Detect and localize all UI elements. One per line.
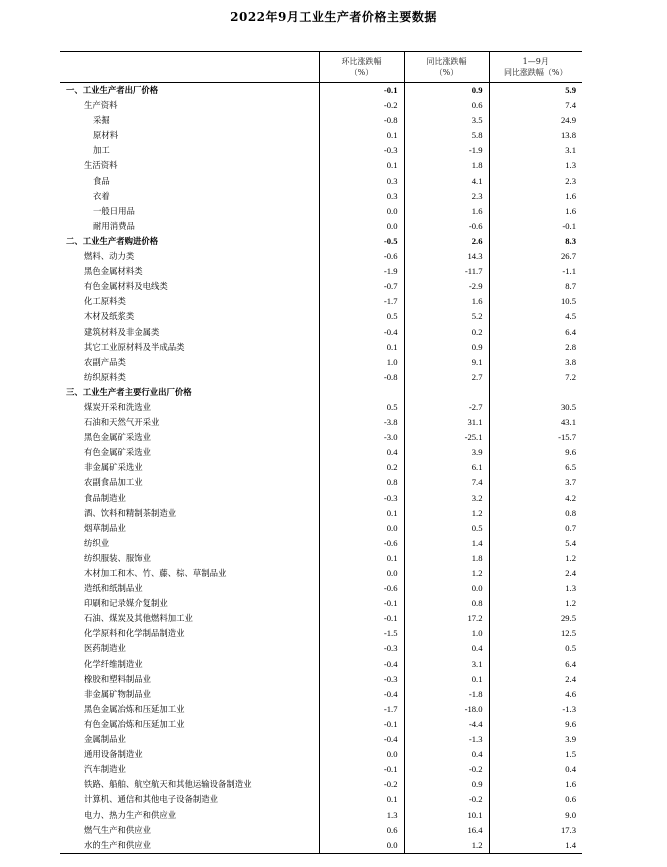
yoy-value: 1.6 <box>404 204 489 219</box>
mom-value: 0.5 <box>319 400 404 415</box>
ytd-value: 0.7 <box>489 521 582 536</box>
row-label: 石油和天然气开采业 <box>84 417 160 428</box>
table-row <box>60 762 582 777</box>
mom-value: -1.7 <box>319 294 404 309</box>
ytd-value: 4.6 <box>489 687 582 702</box>
mom-value: 0.3 <box>319 189 404 204</box>
yoy-value: 0.6 <box>404 98 489 113</box>
table-row <box>60 747 582 762</box>
mom-value: -0.5 <box>319 234 404 249</box>
row-label: 黑色金属矿采选业 <box>84 432 151 443</box>
yoy-value: 0.4 <box>404 641 489 656</box>
row-label: 燃料、动力类 <box>84 251 135 262</box>
yoy-value: 0.1 <box>404 672 489 687</box>
ytd-value: 1.3 <box>489 581 582 596</box>
row-label: 农副产品类 <box>84 356 126 367</box>
yoy-value: 5.2 <box>404 309 489 324</box>
yoy-value: 3.1 <box>404 657 489 672</box>
header-text-line: 同比涨跌幅 <box>426 57 467 66</box>
ytd-value: -0.1 <box>489 219 582 234</box>
row-label: 生活资料 <box>84 160 118 171</box>
yoy-value: 2.6 <box>404 234 489 249</box>
mom-value: -0.4 <box>319 687 404 702</box>
table-row <box>60 325 582 340</box>
ytd-value: 1.3 <box>489 158 582 173</box>
row-label: 电力、热力生产和供应业 <box>84 809 177 820</box>
table-row <box>60 536 582 551</box>
ytd-value: 2.3 <box>489 174 582 189</box>
mom-value: -0.2 <box>319 98 404 113</box>
ytd-value: 0.6 <box>489 792 582 807</box>
row-label: 铁路、船舶、航空航天和其他运输设备制造业 <box>84 779 252 790</box>
row-label: 其它工业原材料及半成品类 <box>84 341 185 352</box>
table-header <box>60 52 582 83</box>
ytd-value: 2.4 <box>489 672 582 687</box>
ytd-value: 12.5 <box>489 626 582 641</box>
ytd-value: 1.6 <box>489 204 582 219</box>
yoy-value: 16.4 <box>404 823 489 838</box>
yoy-value: 3.5 <box>404 113 489 128</box>
mom-value: 0.0 <box>319 747 404 762</box>
mom-value: -0.3 <box>319 143 404 158</box>
row-label: 纺织服装、服饰业 <box>84 552 151 563</box>
table-row <box>60 460 582 475</box>
yoy-value: 0.9 <box>404 777 489 792</box>
mom-value: -0.6 <box>319 536 404 551</box>
mom-value: 0.0 <box>319 521 404 536</box>
row-label: 木材及纸浆类 <box>84 311 135 322</box>
header-text-line: 环比涨跌幅 <box>341 57 382 66</box>
mom-value: 0.1 <box>319 128 404 143</box>
table-row <box>60 264 582 279</box>
row-label: 金属制品业 <box>84 734 126 745</box>
row-label: 化工原料类 <box>84 296 126 307</box>
ytd-value: 8.3 <box>489 234 582 249</box>
mom-value: -0.7 <box>319 279 404 294</box>
mom-value: 0.0 <box>319 838 404 854</box>
ytd-value: 13.8 <box>489 128 582 143</box>
table-row <box>60 596 582 611</box>
row-label: 黑色金属材料类 <box>84 266 143 277</box>
yoy-value: 3.2 <box>404 491 489 506</box>
ytd-value: -1.3 <box>489 702 582 717</box>
yoy-value: 0.9 <box>404 83 489 99</box>
ytd-value: 4.2 <box>489 491 582 506</box>
table-row <box>60 294 582 309</box>
mom-value: -0.8 <box>319 113 404 128</box>
mom-value: -0.1 <box>319 762 404 777</box>
table-row <box>60 400 582 415</box>
header-yoy-column <box>404 52 489 83</box>
mom-value: 0.1 <box>319 792 404 807</box>
table-row <box>60 430 582 445</box>
ytd-value: 9.6 <box>489 717 582 732</box>
mom-value: 0.1 <box>319 551 404 566</box>
mom-value: -1.5 <box>319 626 404 641</box>
ytd-value: 17.3 <box>489 823 582 838</box>
row-label: 三、工业生产者主要行业出厂价格 <box>66 386 192 397</box>
yoy-value: 1.0 <box>404 626 489 641</box>
table-row <box>60 566 582 581</box>
table-row <box>60 581 582 596</box>
row-label: 有色金属矿采选业 <box>84 447 151 458</box>
row-label: 烟草制品业 <box>84 522 126 533</box>
table-row <box>60 219 582 234</box>
mom-value: -0.3 <box>319 491 404 506</box>
header-text-line: （%） <box>349 68 374 77</box>
ytd-value: 0.5 <box>489 641 582 656</box>
yoy-value: 1.8 <box>404 551 489 566</box>
ytd-value: 26.7 <box>489 249 582 264</box>
row-label: 医药制造业 <box>84 643 126 654</box>
table-row <box>60 174 582 189</box>
ytd-value: 7.2 <box>489 370 582 385</box>
page-title: 2022年9月工业生产者价格主要数据 <box>230 10 437 24</box>
row-label: 采掘 <box>93 115 110 126</box>
row-label: 印刷和记录媒介复制业 <box>84 598 168 609</box>
ytd-value: 1.5 <box>489 747 582 762</box>
row-label: 一般日用品 <box>93 205 135 216</box>
table-row <box>60 491 582 506</box>
ytd-value: 0.8 <box>489 506 582 521</box>
yoy-value: -4.4 <box>404 717 489 732</box>
header-text-line: （%） <box>434 68 459 77</box>
row-label: 黑色金属冶炼和压延加工业 <box>84 703 185 714</box>
row-label: 一、工业生产者出厂价格 <box>66 85 159 95</box>
header-text-line: 1—9月 <box>522 57 549 66</box>
ytd-value: -15.7 <box>489 430 582 445</box>
row-label: 有色金属冶炼和压延加工业 <box>84 718 185 729</box>
table-row <box>60 113 582 128</box>
yoy-value: 1.2 <box>404 566 489 581</box>
ytd-value: 2.4 <box>489 566 582 581</box>
table-row <box>60 808 582 823</box>
yoy-value: -0.2 <box>404 762 489 777</box>
row-label: 橡胶和塑料制品业 <box>84 673 151 684</box>
mom-value: -0.6 <box>319 581 404 596</box>
table-row <box>60 657 582 672</box>
row-label: 耐用消费品 <box>93 220 135 231</box>
table-row <box>60 732 582 747</box>
row-label: 有色金属材料及电线类 <box>84 281 168 292</box>
table-row <box>60 838 582 854</box>
table-row <box>60 551 582 566</box>
row-label: 煤炭开采和洗选业 <box>84 401 151 412</box>
row-label: 化学原料和化学制品制造业 <box>84 628 185 639</box>
ytd-value: 10.5 <box>489 294 582 309</box>
row-label: 非金属矿采选业 <box>84 462 143 473</box>
mom-value: -0.1 <box>319 596 404 611</box>
mom-value: 0.1 <box>319 158 404 173</box>
yoy-value: 1.2 <box>404 506 489 521</box>
row-label: 燃气生产和供应业 <box>84 824 151 835</box>
row-label: 原材料 <box>93 130 119 141</box>
mom-value: 0.2 <box>319 460 404 475</box>
yoy-value: 14.3 <box>404 249 489 264</box>
table-row <box>60 626 582 641</box>
yoy-value: 1.6 <box>404 294 489 309</box>
table-row <box>60 611 582 626</box>
yoy-value: 4.1 <box>404 174 489 189</box>
yoy-value: 0.2 <box>404 325 489 340</box>
yoy-value: 0.8 <box>404 596 489 611</box>
mom-value: 0.0 <box>319 566 404 581</box>
row-label: 衣着 <box>93 190 110 201</box>
ytd-value: 2.8 <box>489 340 582 355</box>
ytd-value: 9.6 <box>489 445 582 460</box>
ytd-value: 9.0 <box>489 808 582 823</box>
mom-value: -1.9 <box>319 264 404 279</box>
yoy-value: -25.1 <box>404 430 489 445</box>
ytd-value: 7.4 <box>489 98 582 113</box>
row-label: 化学纤维制造业 <box>84 658 143 669</box>
mom-value: 0.3 <box>319 174 404 189</box>
row-label: 木材加工和木、竹、藤、棕、草制品业 <box>84 568 227 578</box>
table-row <box>60 370 582 385</box>
table-row <box>60 777 582 792</box>
mom-value: 1.0 <box>319 355 404 370</box>
ytd-value: 1.6 <box>489 189 582 204</box>
yoy-value: -1.8 <box>404 687 489 702</box>
ytd-value: 5.4 <box>489 536 582 551</box>
table-row <box>60 445 582 460</box>
mom-value: -0.1 <box>319 611 404 626</box>
ytd-value: 29.5 <box>489 611 582 626</box>
ytd-value: 1.6 <box>489 777 582 792</box>
table-row <box>60 279 582 294</box>
mom-value: 0.4 <box>319 445 404 460</box>
ytd-value: 43.1 <box>489 415 582 430</box>
yoy-value: 0.0 <box>404 581 489 596</box>
yoy-value: 3.9 <box>404 445 489 460</box>
section-row <box>60 83 582 99</box>
yoy-value: 10.1 <box>404 808 489 823</box>
yoy-value: -2.9 <box>404 279 489 294</box>
table-row <box>60 415 582 430</box>
table-row <box>60 143 582 158</box>
row-label: 加工 <box>93 145 110 156</box>
row-label: 农副食品加工业 <box>84 477 143 488</box>
row-label: 非金属矿物制品业 <box>84 688 151 699</box>
table-row <box>60 823 582 838</box>
row-label: 水的生产和供应业 <box>84 839 151 850</box>
mom-value: 0.5 <box>319 309 404 324</box>
price-data-table <box>60 51 582 854</box>
table-row <box>60 128 582 143</box>
ytd-value: 30.5 <box>489 400 582 415</box>
row-label: 通用设备制造业 <box>84 749 143 760</box>
ytd-value: 5.9 <box>489 83 582 99</box>
ytd-value: 3.8 <box>489 355 582 370</box>
yoy-value: -11.7 <box>404 264 489 279</box>
mom-value: -0.3 <box>319 641 404 656</box>
mom-value: 0.8 <box>319 475 404 490</box>
mom-value: -0.4 <box>319 657 404 672</box>
table-row <box>60 204 582 219</box>
table-row <box>60 249 582 264</box>
mom-value: 1.3 <box>319 808 404 823</box>
header-ytd-column <box>489 52 582 83</box>
section-row <box>60 234 582 249</box>
row-label: 食品 <box>93 175 110 186</box>
header-text-line: 同比涨跌幅（%） <box>503 68 568 77</box>
yoy-value <box>404 385 489 400</box>
ytd-value: 24.9 <box>489 113 582 128</box>
table-row <box>60 158 582 173</box>
table-row <box>60 717 582 732</box>
ytd-value: 3.1 <box>489 143 582 158</box>
ytd-value: 6.5 <box>489 460 582 475</box>
yoy-value: 7.4 <box>404 475 489 490</box>
table-row <box>60 98 582 113</box>
yoy-value: -0.6 <box>404 219 489 234</box>
mom-value: 0.0 <box>319 204 404 219</box>
ytd-value: 6.4 <box>489 657 582 672</box>
row-label: 二、工业生产者购进价格 <box>66 235 159 246</box>
mom-value: -0.3 <box>319 672 404 687</box>
row-label: 造纸和纸制品业 <box>84 583 143 594</box>
yoy-value: 1.8 <box>404 158 489 173</box>
row-label: 食品制造业 <box>84 492 126 503</box>
yoy-value: 5.8 <box>404 128 489 143</box>
row-label: 建筑材料及非金属类 <box>84 326 160 337</box>
ytd-value: 1.2 <box>489 596 582 611</box>
mom-value: -3.8 <box>319 415 404 430</box>
mom-value <box>319 385 404 400</box>
mom-value: 0.1 <box>319 340 404 355</box>
yoy-value: 0.4 <box>404 747 489 762</box>
table-row <box>60 189 582 204</box>
ytd-value: -1.1 <box>489 264 582 279</box>
row-label: 计算机、通信和其他电子设备制造业 <box>84 794 218 805</box>
table-row <box>60 521 582 536</box>
row-label: 纺织原料类 <box>84 371 126 382</box>
yoy-value: 1.4 <box>404 536 489 551</box>
table-row <box>60 355 582 370</box>
header-mom-column <box>319 52 404 83</box>
mom-value: 0.1 <box>319 506 404 521</box>
yoy-value: 17.2 <box>404 611 489 626</box>
table-row <box>60 641 582 656</box>
row-label: 酒、饮料和精制茶制造业 <box>84 507 177 518</box>
mom-value: -0.1 <box>319 717 404 732</box>
table-row <box>60 506 582 521</box>
ytd-value <box>489 385 582 400</box>
yoy-value: 2.3 <box>404 189 489 204</box>
mom-value: 0.6 <box>319 823 404 838</box>
table-row <box>60 672 582 687</box>
yoy-value: 6.1 <box>404 460 489 475</box>
mom-value: -3.0 <box>319 430 404 445</box>
table-row <box>60 702 582 717</box>
ytd-value: 3.7 <box>489 475 582 490</box>
ytd-value: 3.9 <box>489 732 582 747</box>
mom-value: 0.0 <box>319 219 404 234</box>
yoy-value: 0.5 <box>404 521 489 536</box>
mom-value: -1.7 <box>319 702 404 717</box>
mom-value: -0.6 <box>319 249 404 264</box>
yoy-value: -1.3 <box>404 732 489 747</box>
mom-value: -0.8 <box>319 370 404 385</box>
mom-value: -0.2 <box>319 777 404 792</box>
ytd-value: 1.4 <box>489 838 582 854</box>
table-row <box>60 309 582 324</box>
row-label: 石油、煤炭及其他燃料加工业 <box>84 613 193 624</box>
ytd-value: 1.2 <box>489 551 582 566</box>
header-item-column <box>60 52 319 83</box>
yoy-value: -2.7 <box>404 400 489 415</box>
ytd-value: 4.5 <box>489 309 582 324</box>
mom-value: -0.1 <box>319 83 404 99</box>
section-row <box>60 385 582 400</box>
ytd-value: 6.4 <box>489 325 582 340</box>
yoy-value: 31.1 <box>404 415 489 430</box>
ytd-value: 8.7 <box>489 279 582 294</box>
row-label: 生产资料 <box>84 100 118 111</box>
yoy-value: 2.7 <box>404 370 489 385</box>
table-row <box>60 792 582 807</box>
table-row <box>60 340 582 355</box>
header-row <box>60 52 582 83</box>
mom-value: -0.4 <box>319 732 404 747</box>
yoy-value: -1.9 <box>404 143 489 158</box>
mom-value: -0.4 <box>319 325 404 340</box>
yoy-value: -18.0 <box>404 702 489 717</box>
yoy-value: 1.2 <box>404 838 489 854</box>
ytd-value: 0.4 <box>489 762 582 777</box>
table-row <box>60 687 582 702</box>
row-label: 纺织业 <box>84 537 110 548</box>
yoy-value: 9.1 <box>404 355 489 370</box>
table-row <box>60 475 582 490</box>
yoy-value: -0.2 <box>404 792 489 807</box>
table-body <box>60 83 582 854</box>
row-label: 汽车制造业 <box>84 764 126 775</box>
yoy-value: 0.9 <box>404 340 489 355</box>
